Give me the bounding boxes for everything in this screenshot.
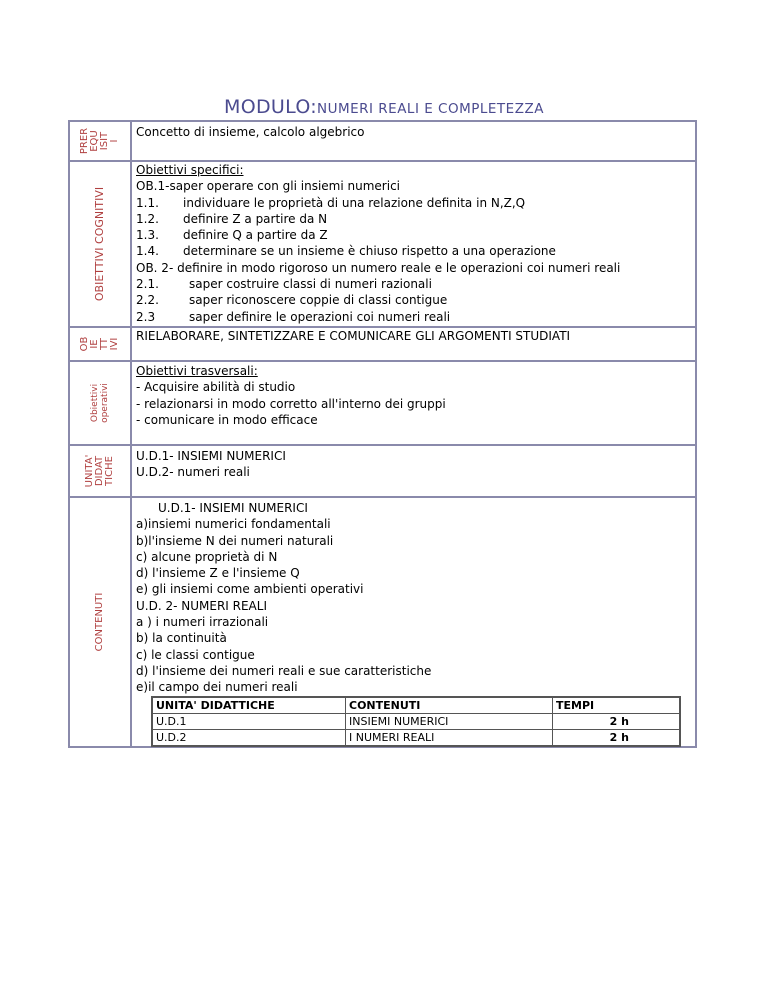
list-item: OB. 2- definire in modo rigoroso un numero reale e le operazioni coi numeri reali <box>136 260 621 275</box>
label-obiettivi <box>70 328 132 360</box>
list-item: d) l'insieme dei numeri reali e sue caratteristiche <box>136 663 432 678</box>
list-item: - relazionarsi in modo corretto all'interno dei gruppi <box>136 396 446 411</box>
label-part: I <box>109 139 120 143</box>
title-main: MODULO: <box>224 96 317 118</box>
list-item: 2.2. saper riconoscere coppie di classi contigue <box>136 293 448 308</box>
obiettivi-trasversali <box>136 363 691 428</box>
row-prerequisiti <box>70 122 695 162</box>
row-obiettivi-cognitivi <box>70 162 695 328</box>
label-part: UNITA' <box>84 454 95 488</box>
list-item: 1.3. definire Q a partire da Z <box>136 228 328 243</box>
list-item: e) gli insiemi come ambienti operativi <box>136 582 364 597</box>
tempi-table <box>151 696 681 747</box>
row-unita-didattiche <box>70 446 695 498</box>
label-part: Obiettivi <box>90 383 100 423</box>
obiettivi-specifici-heading: Obiettivi specifici: <box>136 163 244 177</box>
list-item: U.D.1- INSIEMI NUMERICI <box>136 449 286 463</box>
table-row <box>152 714 680 730</box>
list-item: U.D.2- numeri reali <box>136 465 250 480</box>
table-header-row <box>152 697 680 714</box>
list-item: U.D.1- INSIEMI NUMERICI <box>158 501 308 515</box>
obiettivi-rielaborare: RIELABORARE, SINTETIZZARE E COMUNICARE GLI ARGOMENTI STUDIATI <box>136 329 571 343</box>
list-item: OB.1-saper operare con gli insiemi numerici <box>136 179 400 194</box>
prerequisiti-text: Concetto di insieme, calcolo algebrico <box>136 125 365 139</box>
table-header: TEMPI <box>553 697 681 714</box>
table-cell: 2 h <box>553 730 681 747</box>
label-part: EQU <box>89 130 100 152</box>
list-item: 1.1. individuare le proprietà di una relazione definita in N,Z,Q <box>136 195 526 210</box>
table-header: UNITA' DIDATTICHE <box>152 697 346 714</box>
table-cell: I NUMERI REALI <box>346 730 553 747</box>
table-row <box>152 730 680 747</box>
obiettivi-trasversali-heading: Obiettivi trasversali: <box>136 364 258 378</box>
list-item: c) alcune proprietà di N <box>136 549 278 564</box>
table-cell: U.D.2 <box>152 730 346 747</box>
label-part: TT <box>99 337 110 351</box>
unita-didattiche-list <box>136 448 691 481</box>
table-cell: 2 h <box>553 714 681 730</box>
list-item: 2.1. saper costruire classi di numeri razionali <box>136 277 432 292</box>
label-part: PRER <box>79 127 90 155</box>
row-obiettivi <box>70 328 695 360</box>
list-item: a ) i numeri irrazionali <box>136 615 269 630</box>
list-item: - comunicare in modo efficace <box>136 412 318 427</box>
contenuti-list <box>136 500 691 696</box>
table-cell: INSIEMI NUMERICI <box>346 714 553 730</box>
label-part: OB <box>79 336 90 352</box>
title-sub: NUMERI REALI E COMPLETEZZA <box>316 101 544 117</box>
label-part: IE <box>89 339 100 349</box>
table-header: CONTENUTI <box>346 697 553 714</box>
label-contenuti: CONTENUTI <box>70 498 132 746</box>
list-item: 1.4. determinare se un insieme è chiuso rispetto a una operazione <box>136 244 556 259</box>
row-obiettivi-operativi <box>70 360 695 446</box>
page-title <box>0 96 768 118</box>
label-part: operativi <box>100 383 110 423</box>
list-item: U.D. 2- NUMERI REALI <box>136 598 267 613</box>
label-part: TICHE <box>104 456 115 486</box>
list-item: - Acquisire abilità di studio <box>136 380 296 395</box>
list-item: 2.3 saper definire le operazioni coi numeri reali <box>136 309 451 324</box>
list-item: 1.2. definire Z a partire da N <box>136 211 328 226</box>
label-obiettivi-cognitivi: OBIETTIVI COGNITIVI <box>70 162 132 326</box>
list-item: e)il campo dei numeri reali <box>136 680 298 695</box>
label-part: ISIT <box>99 131 110 151</box>
label-part: IVI <box>109 337 120 351</box>
list-item: b)l'insieme N dei numeri naturali <box>136 533 334 548</box>
list-item: d) l'insieme Z e l'insieme Q <box>136 566 300 581</box>
obiettivi-specifici <box>136 162 691 325</box>
module-table <box>68 120 697 748</box>
label-prerequisiti <box>70 122 132 160</box>
label-obiettivi-operativi <box>70 362 132 444</box>
table-cell: U.D.1 <box>152 714 346 730</box>
list-item: c) le classi contigue <box>136 647 255 662</box>
row-contenuti <box>70 498 695 746</box>
label-part: DIDAT <box>94 455 105 487</box>
label-unita-didattiche <box>70 446 132 496</box>
list-item: b) la continuità <box>136 631 227 646</box>
list-item: a)insiemi numerici fondamentali <box>136 517 331 532</box>
